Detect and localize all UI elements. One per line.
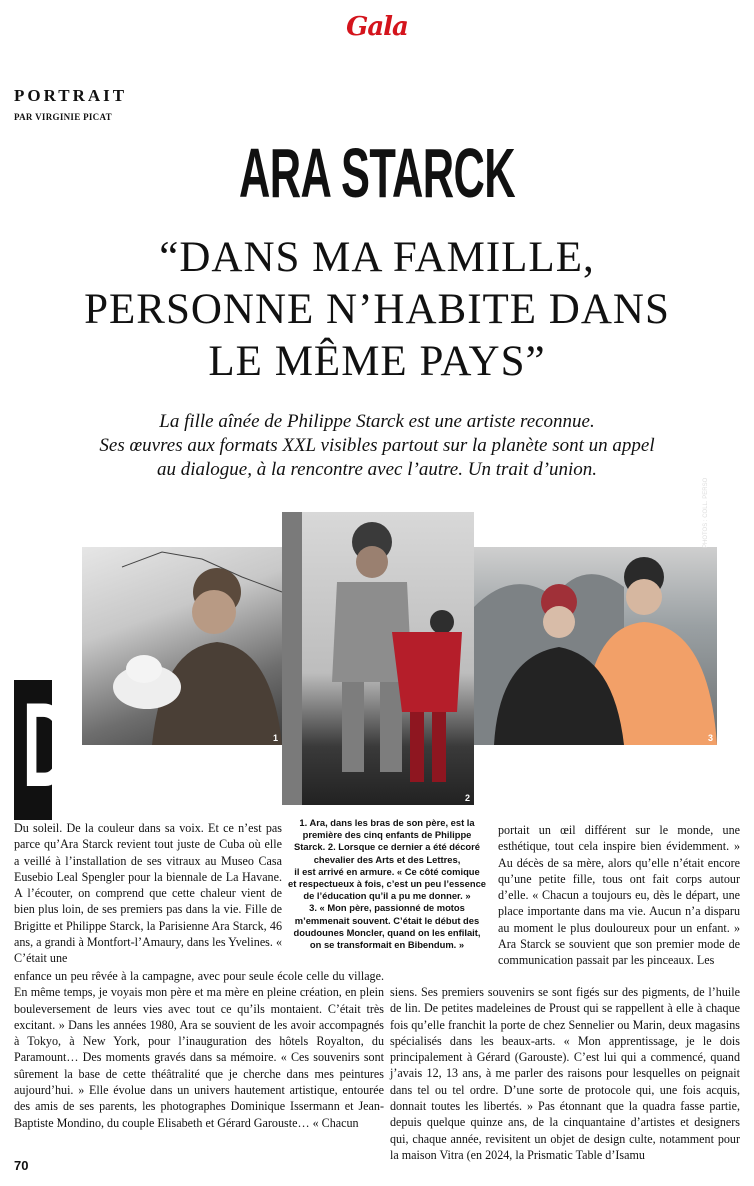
caption-line: de l’éducation qu’il a pu me donner. » bbox=[303, 890, 471, 902]
photo-1-illustration bbox=[82, 547, 282, 745]
photo-number: 3 bbox=[707, 733, 713, 743]
photo-number: 1 bbox=[272, 733, 278, 743]
article-name-title: ARA STARCK bbox=[239, 134, 515, 212]
page-number: 70 bbox=[14, 1158, 29, 1173]
caption-line: première des cinq enfants de Philippe bbox=[302, 829, 472, 841]
photo-captions bbox=[283, 817, 491, 951]
standfirst-line: La fille aînée de Philippe Starck est une artiste reconnue. bbox=[159, 411, 595, 432]
caption-line: 3. « Mon père, passionné de motos bbox=[309, 902, 465, 914]
caption-line: doudounes Moncler, quand on les enfilait, bbox=[293, 926, 481, 938]
body-wide-right: siens. Ses premiers souvenirs se sont figés sur des pigments, de l’huile de lin. De petites madeleines de Proust qui se rappellent à elle à chaque fois qu’elle franchit la porte de chez Sennelier ou Marin, deux magasins spécialisés dans les beaux-arts. « Mon apprentissage, je le dois principalement à Gérard (Garouste). C’est lui qui a commencé, quand j’avais 12, 13 ans, à me parler des raisons pour lesquelles on peignait dans tel ou tel ordre. D’une sorte de protocole qui, une fois acquis, donnait toutes les libertés. » Pas étonnant que la quadra fasse partie, depuis quelque quinze ans, de la cinquantaine d’artistes et designers qui, chaque année, revisitent un objet de design culte, notamment pour la maison Vitra (en 2024, la Prismatic Table d’Isamu bbox=[390, 985, 740, 1162]
photo-credit: PHOTOS : COLL. PERSO bbox=[703, 477, 709, 548]
body-wide-left: enfance un peu rêvée à la campagne, avec pour seule école celle du village. En même temps, je voyais mon père et ma mère en pleine création, en plein bouleversement de leurs vies avec tout ce qu’ils montaient. C’était très excitant. » Dans les années 1980, Ara se souvient de les avoir accompagnés à Tokyo, à New York, pour l’inauguration des hôtels Royalton, du Paramount… Des moments gravés dans sa mémoire. « Ces souvenirs sont sûrement la base de cette théâtralité que je cherche dans mes peintures aujourd’hui. » Elle évolue dans un univers hautement artistique, entourée des amis de ses parents, les photographes Dominique Issermann et Jean-Baptiste Mondino, du couple Elisabeth et Gérard Garouste… « Chacun bbox=[14, 969, 384, 1130]
caption-line: et respectueux à fois, c’est un peu l’essence bbox=[288, 878, 486, 890]
body-column-left: Du soleil. De la couleur dans sa voix. Et ce n’est pas parce qu’Ara Starck revient tout juste de Cuba où elle a veillé à l’installation de ses vitraux au Museo Casa Eusebio Leal Spengler pour la biennale de La Havane. A l’écouter, on comprend que cette chaleur vient de bien plus loin, de ses premiers pas dans la vie. Fille de Brigitte et Philippe Starck, la Parisienne Ara Starck, 46 ans, a grandi à Montfort-l’Amaury, dans les Yvelines. « C’était une bbox=[14, 821, 282, 966]
caption-line: il est arrivé en armure. « Ce côté comique bbox=[294, 865, 480, 877]
photo-3-illustration bbox=[474, 547, 717, 745]
caption-line: 1. Ara, dans les bras de son père, est la bbox=[299, 817, 475, 828]
quote-line: “DANS MA FAMILLE, bbox=[159, 234, 595, 281]
article-standfirst bbox=[0, 410, 754, 482]
photo-number: 2 bbox=[464, 793, 470, 803]
quote-line: PERSONNE N’HABITE DANS bbox=[84, 286, 670, 333]
caption-line: on se transformait en Bibendum. » bbox=[309, 939, 465, 951]
section-label: PORTRAIT bbox=[14, 86, 128, 105]
photo-mountain-jackets bbox=[474, 547, 717, 745]
photo-armor bbox=[282, 512, 474, 805]
byline: PAR VIRGINIE PICAT bbox=[14, 112, 112, 122]
gala-logo: Gala bbox=[346, 12, 408, 42]
article-quote-title bbox=[0, 232, 754, 388]
drop-cap: D bbox=[14, 680, 52, 820]
photo-father-holding-baby bbox=[82, 547, 282, 745]
caption-line: chevalier des Arts et des Lettres, bbox=[313, 853, 461, 865]
standfirst-line: au dialogue, à la rencontre avec l’autre. Un trait d’union. bbox=[156, 459, 598, 480]
quote-line: LE MÊME PAYS” bbox=[208, 338, 546, 385]
caption-line: m’emmenait souvent. C’était le début des bbox=[294, 914, 480, 926]
standfirst-line: Ses œuvres aux formats XXL visibles partout sur la planète sont un appel bbox=[99, 435, 655, 456]
body-column-right: portait un œil différent sur le monde, une esthétique, tout cela inspire bien évidemment. » Au décès de sa mère, alors qu’elle n’était encore qu’une petite fille, tous ont fait corps autour d’elle. « Chacun a toujours eu, dès le départ, une place importante dans ma vie. Aucun n’a disparu au moment le plus douloureux pour un enfant. » Ara Starck se souvient que son premier mode de communication passait par les pinceaux. Les bbox=[498, 823, 740, 968]
photo-2-illustration bbox=[282, 512, 474, 805]
caption-line: Starck. 2. Lorsque ce dernier a été décoré bbox=[293, 841, 481, 853]
